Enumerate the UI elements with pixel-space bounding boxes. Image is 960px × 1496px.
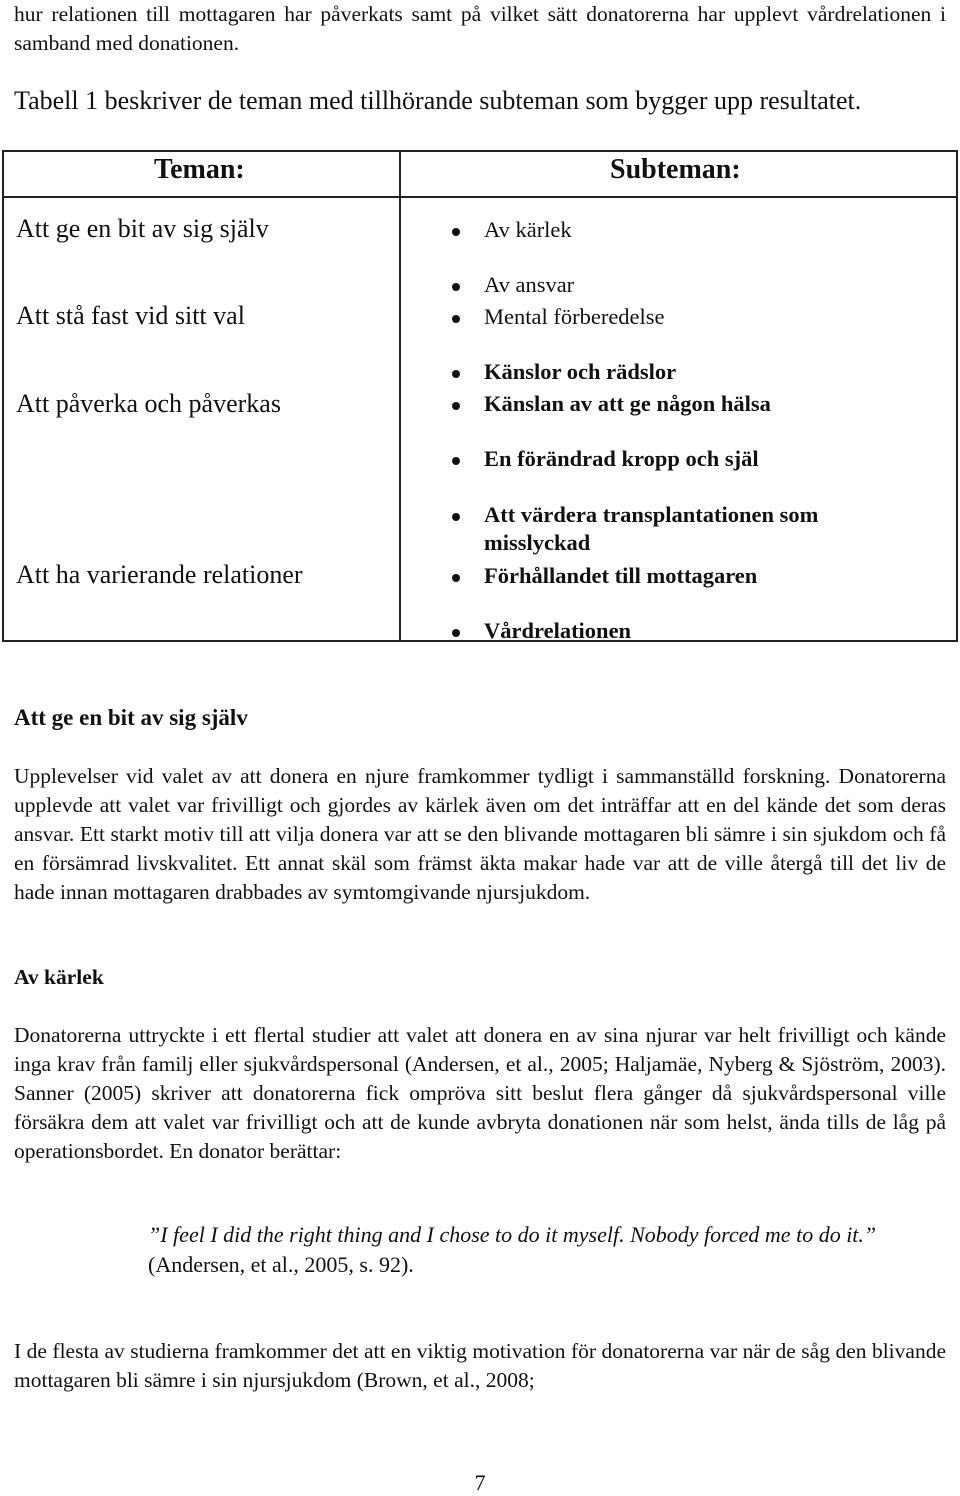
bullet-icon [452, 402, 460, 410]
theme-3: Att påverka och påverkas [16, 389, 281, 418]
intro-continuation: hur relationen till mottagaren har påverkats samt på vilket sätt donatorerna har upplevt vårdrelationen i samband med donationen. [14, 2, 946, 55]
bullet-icon [452, 283, 460, 291]
subtheme-5: Känslan av att ge någon hälsa [484, 391, 771, 416]
bullet-icon [452, 574, 460, 582]
section-paragraph: Upplevelser vid valet av att donera en njure framkommer tydligt i sammanställd forskning. Donatorerna upplevde att valet var frivilligt och gjordes av kärlek även om det inträffar att en del kände det som deras ansvar. Ett starkt motiv till att vilja donera var att se den blivande mottagaren bli sämre i sin sjukdom och få en försämrad livskvalitet. Ett annat skäl som främst äkta makar hade var att de ville återgå till det liv de hade innan mottagaren drabbades av symtomgivande njursjukdom. [14, 764, 946, 904]
theme-1: Att ge en bit av sig själv [16, 214, 269, 243]
subtheme-6: En förändrad kropp och själ [484, 446, 759, 471]
subsection-paragraph: Donatorerna uttryckte i ett flertal studier att valet att donera en av sina njurar var helt frivilligt och kände inga krav från familj eller sjukvårdspersonal (Andersen, et al., 2005; Haljamäe, Nyberg & Sjöström, 2003). Sanner (2005) skriver att donatorerna fick ompröva sitt beslut flera gånger då sjukvårdspersonal ville försäkra dem att valet var frivilligt och att de kunde avbryta donationen när som helst, ända tills de låg på operationsbordet. En donator berättar: [14, 1023, 946, 1163]
theme-2: Att stå fast vid sitt val [16, 301, 245, 330]
bullet-icon [452, 513, 460, 521]
subtheme-8: Förhållandet till mottagaren [484, 563, 758, 588]
quote-text: ”I feel I did the right thing and I chose to do it myself. Nobody forced me to do it.” [148, 1222, 877, 1247]
bullet-icon [452, 370, 460, 378]
quote [148, 1220, 920, 1280]
table-intro: Tabell 1 beskriver de teman med tillhörande subteman som bygger upp resultatet. [14, 86, 862, 115]
subsection-heading: Av kärlek [14, 965, 104, 989]
subtheme-7: Att värdera transplantationen som misslyckad [484, 502, 819, 555]
last-paragraph: I de flesta av studierna framkommer det att en viktig motivation för donatorerna var när de såg den blivande mottagaren bli sämre i sin njursjukdom (Brown, et al., 2008; [14, 1339, 946, 1392]
subtheme-4: Känslor och rädslor [484, 359, 677, 384]
header-subthemes: Subteman: [610, 154, 741, 185]
subtheme-2: Av ansvar [484, 272, 575, 297]
quote-citation: (Andersen, et al., 2005, s. 92). [148, 1252, 414, 1277]
theme-4: Att ha varierande relationer [16, 560, 303, 589]
header-divider [4, 196, 956, 198]
subtheme-9: Vårdrelationen [484, 618, 632, 643]
bullet-icon [452, 457, 460, 465]
bullet-icon [452, 315, 460, 323]
subtheme-1: Av kärlek [484, 217, 572, 242]
theme-table [2, 150, 958, 642]
bullet-icon [452, 629, 460, 637]
section-heading: Att ge en bit av sig själv [14, 705, 248, 730]
bullet-icon [452, 228, 460, 236]
subtheme-3: Mental förberedelse [484, 304, 665, 329]
column-divider [399, 152, 401, 640]
page-number: 7 [474, 1470, 486, 1495]
header-themes: Teman: [154, 154, 245, 185]
